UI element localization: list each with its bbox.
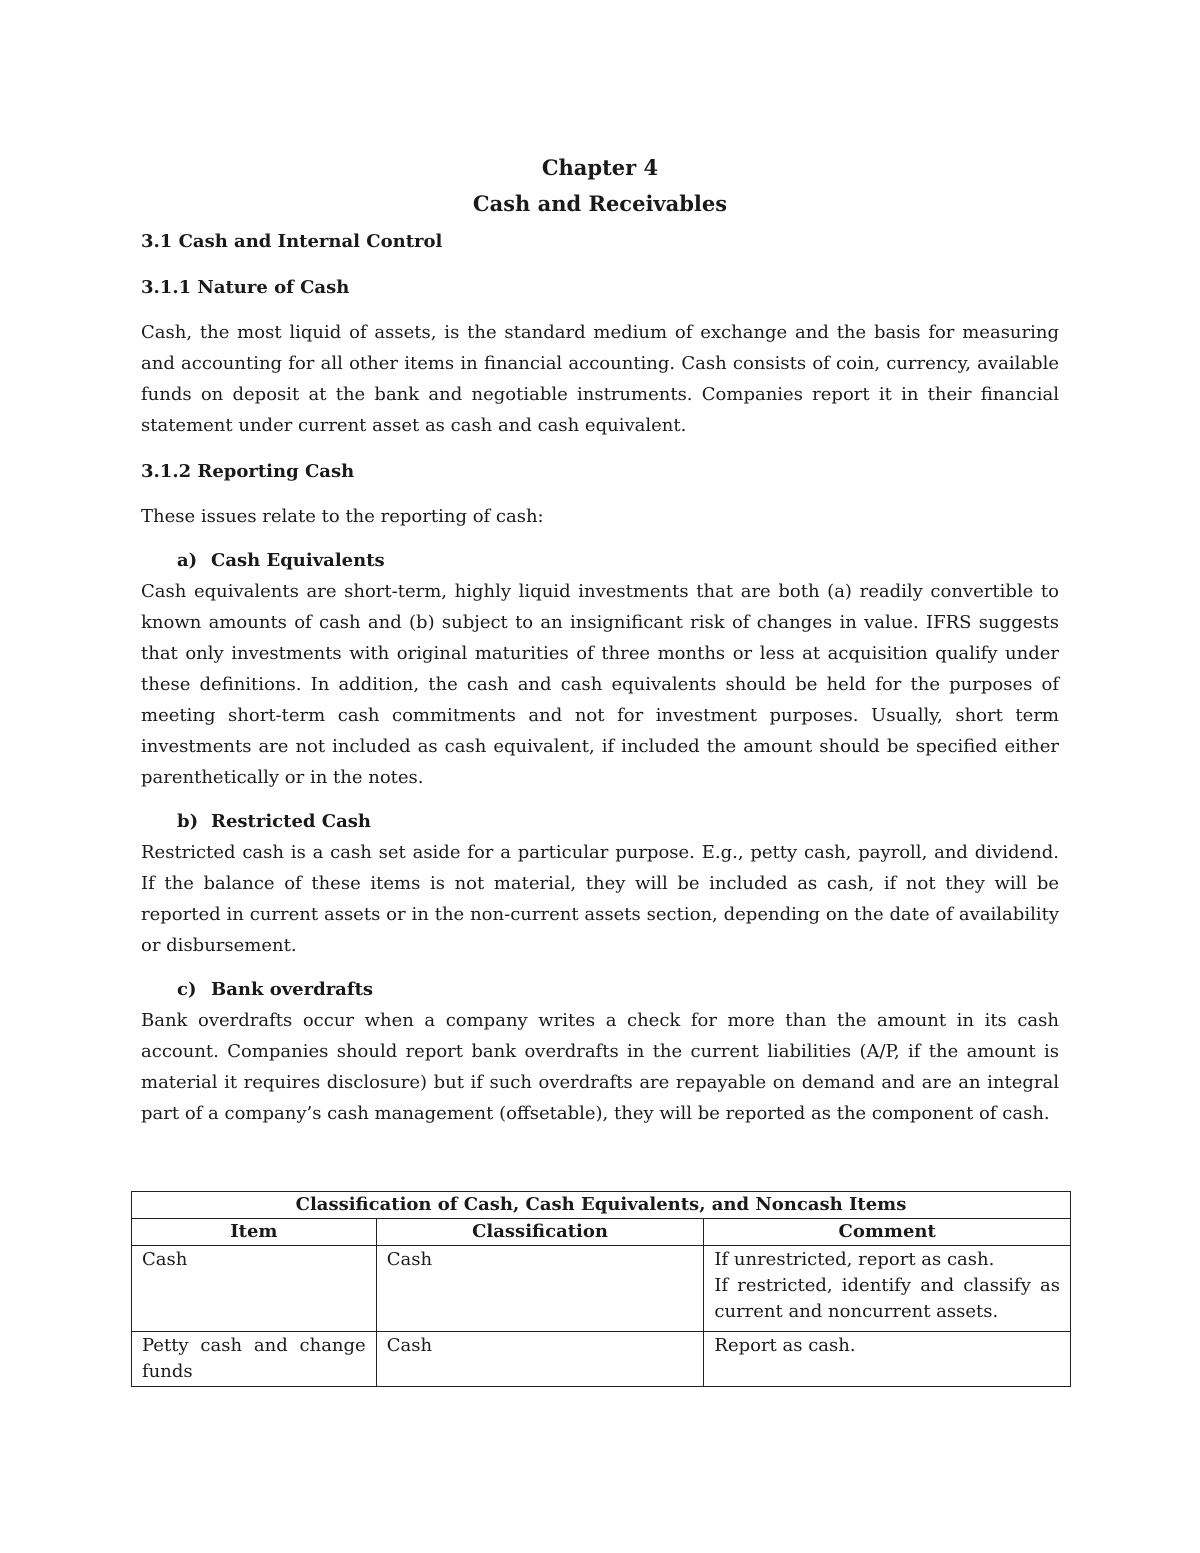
- paragraph-reporting-intro: These issues relate to the reporting of cash:: [141, 506, 544, 527]
- table-caption: Classification of Cash, Cash Equivalents, and Noncash Items: [132, 1192, 1071, 1219]
- paragraph-bank-overdrafts: Bank overdrafts occur when a company writes a check for more than the amount in its cash account. Companies should report bank overdrafts in the current liabilities (A/P, if the amount is material it requires disclosure) but if such overdrafts are repayable on demand and are an integral part of a company’s cash management (offsetable), they will be reported as the component of cash.: [141, 1010, 1059, 1124]
- list-item-heading-bank-overdrafts: [141, 975, 1059, 1005]
- list-item-heading-cash-equivalents: [141, 546, 1059, 576]
- column-header-comment: Comment: [704, 1219, 1071, 1246]
- list-item-heading-restricted-cash: [141, 807, 1059, 837]
- cell-item: Cash: [132, 1246, 377, 1332]
- document-page: [141, 150, 1059, 1129]
- chapter-title: Cash and Receivables: [472, 191, 728, 216]
- paragraph-cash-equivalents: Cash equivalents are short-term, highly liquid investments that are both (a) readily convertible to known amounts of cash and (b) subject to an insignificant risk of changes in value. IFRS suggests that only investments with original maturities of three months or less at acquisition qualify under these definitions. In addition, the cash and cash equivalents should be held for the purposes of meeting short-term cash commitments and not for investment purposes. Usually, short term investments are not included as cash equivalent, if included the amount should be specified either parenthetically or in the notes.: [141, 581, 1059, 788]
- comment-line: Report as cash.: [714, 1335, 856, 1356]
- subsection-heading-nature: 3.1.1 Nature of Cash: [141, 277, 350, 298]
- list-item-title: Restricted Cash: [211, 811, 371, 832]
- list-marker: c): [177, 979, 197, 1000]
- list-marker: b): [177, 811, 199, 832]
- cell-classification: Cash: [376, 1246, 704, 1332]
- cell-item: Petty cash and change funds: [132, 1332, 377, 1387]
- cell-classification: Cash: [376, 1332, 704, 1387]
- list-item-title: Cash Equivalents: [211, 550, 385, 571]
- table-row: [132, 1332, 1071, 1387]
- comment-line: If restricted, identify and classify as current and noncurrent assets.: [714, 1275, 1060, 1322]
- section-heading: 3.1 Cash and Internal Control: [141, 231, 443, 252]
- subsection-heading-reporting: 3.1.2 Reporting Cash: [141, 461, 355, 482]
- comment-line: If unrestricted, report as cash.: [714, 1249, 995, 1270]
- table-row: [132, 1246, 1071, 1332]
- table-caption-row: [132, 1192, 1071, 1219]
- table-header-row: [132, 1219, 1071, 1246]
- column-header-item: Item: [132, 1219, 377, 1246]
- column-header-classification: Classification: [376, 1219, 704, 1246]
- cell-comment: [704, 1332, 1071, 1387]
- list-item-title: Bank overdrafts: [211, 979, 374, 1000]
- chapter-number: Chapter 4: [541, 155, 659, 180]
- paragraph-restricted-cash: Restricted cash is a cash set aside for a particular purpose. E.g., petty cash, payroll, and dividend. If the balance of these items is not material, they will be included as cash, if not they will be reported in current assets or in the non-current assets section, depending on the date of availability or disbursement.: [141, 842, 1059, 956]
- cell-comment: [704, 1246, 1071, 1332]
- paragraph-nature-of-cash: Cash, the most liquid of assets, is the standard medium of exchange and the basis for measuring and accounting for all other items in financial accounting. Cash consists of coin, currency, available funds on deposit at the bank and negotiable instruments. Companies report it in their financial statement under current asset as cash and cash equivalent.: [141, 322, 1059, 436]
- list-marker: a): [177, 550, 198, 571]
- classification-table: [131, 1191, 1071, 1387]
